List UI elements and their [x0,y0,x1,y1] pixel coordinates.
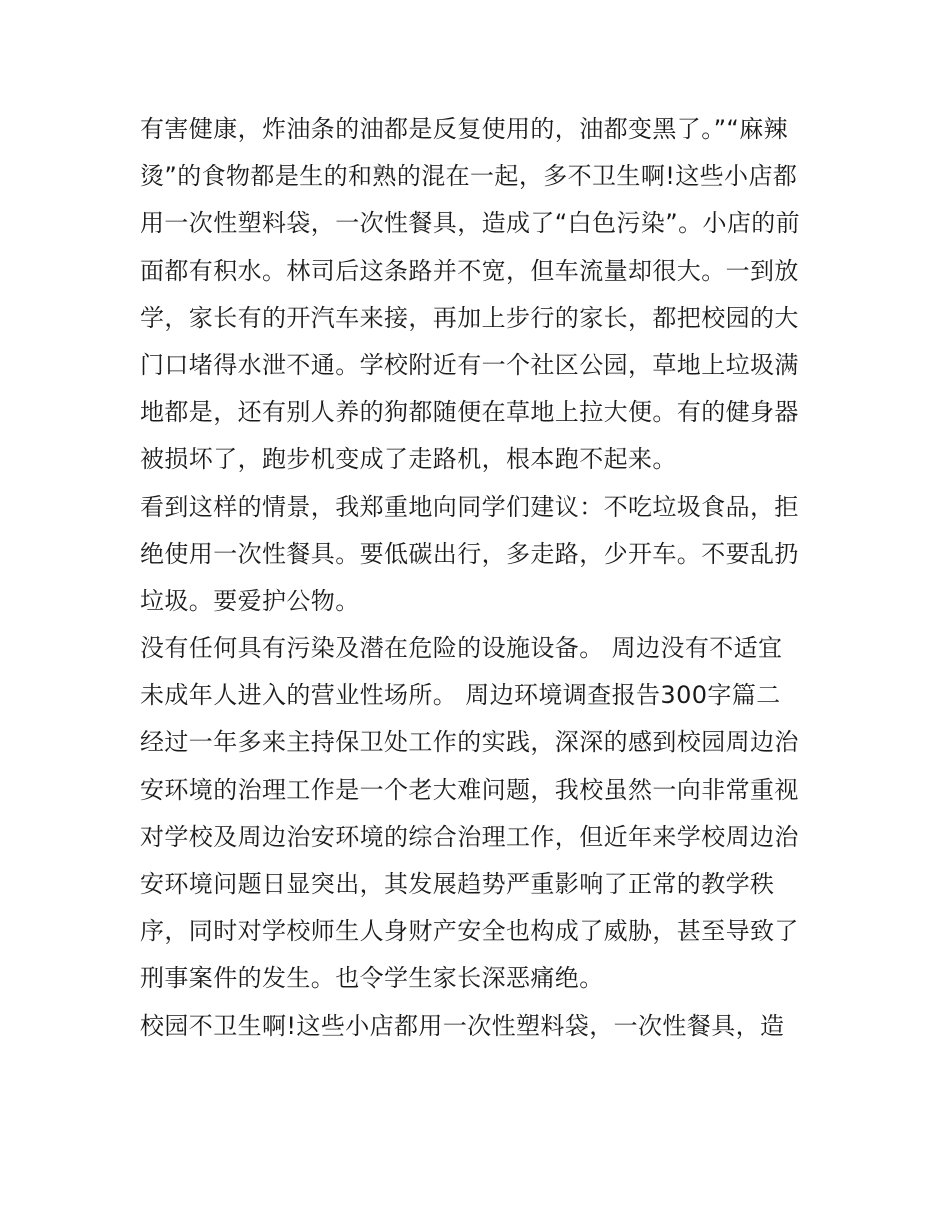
text-line: 垃圾。要爱护公物。 [140,586,360,615]
text-line: 看到这样的情景，我郑重地向同学们建议：不吃垃圾食品，拒 [140,492,799,521]
text-line: 被损坏了，跑步机变成了走路机，根本跑不起来。 [140,445,677,474]
text-line: 没有任何具有污染及潜在危险的设施设备。 周边没有不适宜 [140,634,783,663]
text-line: 安环境的治理工作是一个老大难问题，我校虽然一向非常重视 [140,775,799,804]
text-line: 经过一年多来主持保卫处工作的实践，深深的感到校园周边治 [140,728,799,757]
text-line: 面都有积水。林司后这条路并不宽，但车流量却很大。一到放 [140,256,799,285]
text-line: 用一次性塑料袋，一次性餐具，造成了“白色污染”。小店的前 [140,209,801,238]
text-line: 地都是，还有别人养的狗都随便在草地上拉大便。有的健身器 [140,398,799,427]
text-line: 序，同时对学校师生人身财产安全也构成了威胁，甚至导致了 [140,917,799,946]
text-line: 对学校及周边治安环境的综合治理工作，但近年来学校周边治 [140,822,799,851]
text-line: 刑事案件的发生。也令学生家长深恶痛绝。 [140,964,604,993]
text-line: 校园不卫生啊!这些小店都用一次性塑料袋，一次性餐具，造 [140,1011,785,1040]
document-body [140,106,815,1050]
paragraph-1 [140,106,815,484]
text-line: 未成年人进入的营业性场所。 周边环境调查报告300字篇二 [140,681,781,710]
text-line: 有害健康，炸油条的油都是反复使用的，油都变黑了。”“麻辣 [140,115,789,143]
text-line: 学，家长有的开汽车来接，再加上步行的家长，都把校园的大 [140,303,799,332]
paragraph-2 [140,484,815,626]
text-line: 烫”的食物都是生的和熟的混在一起，多不卫生啊!这些小店都 [140,162,798,191]
text-line: 门口堵得水泄不通。学校附近有一个社区公园，草地上垃圾满 [140,350,799,379]
paragraph-4 [140,1003,815,1050]
text-line: 绝使用一次性餐具。要低碳出行，多走路，少开车。不要乱扔 [140,539,799,568]
paragraph-3 [140,625,815,1003]
text-line: 安环境问题日显突出，其发展趋势严重影响了正常的教学秩 [140,870,775,898]
